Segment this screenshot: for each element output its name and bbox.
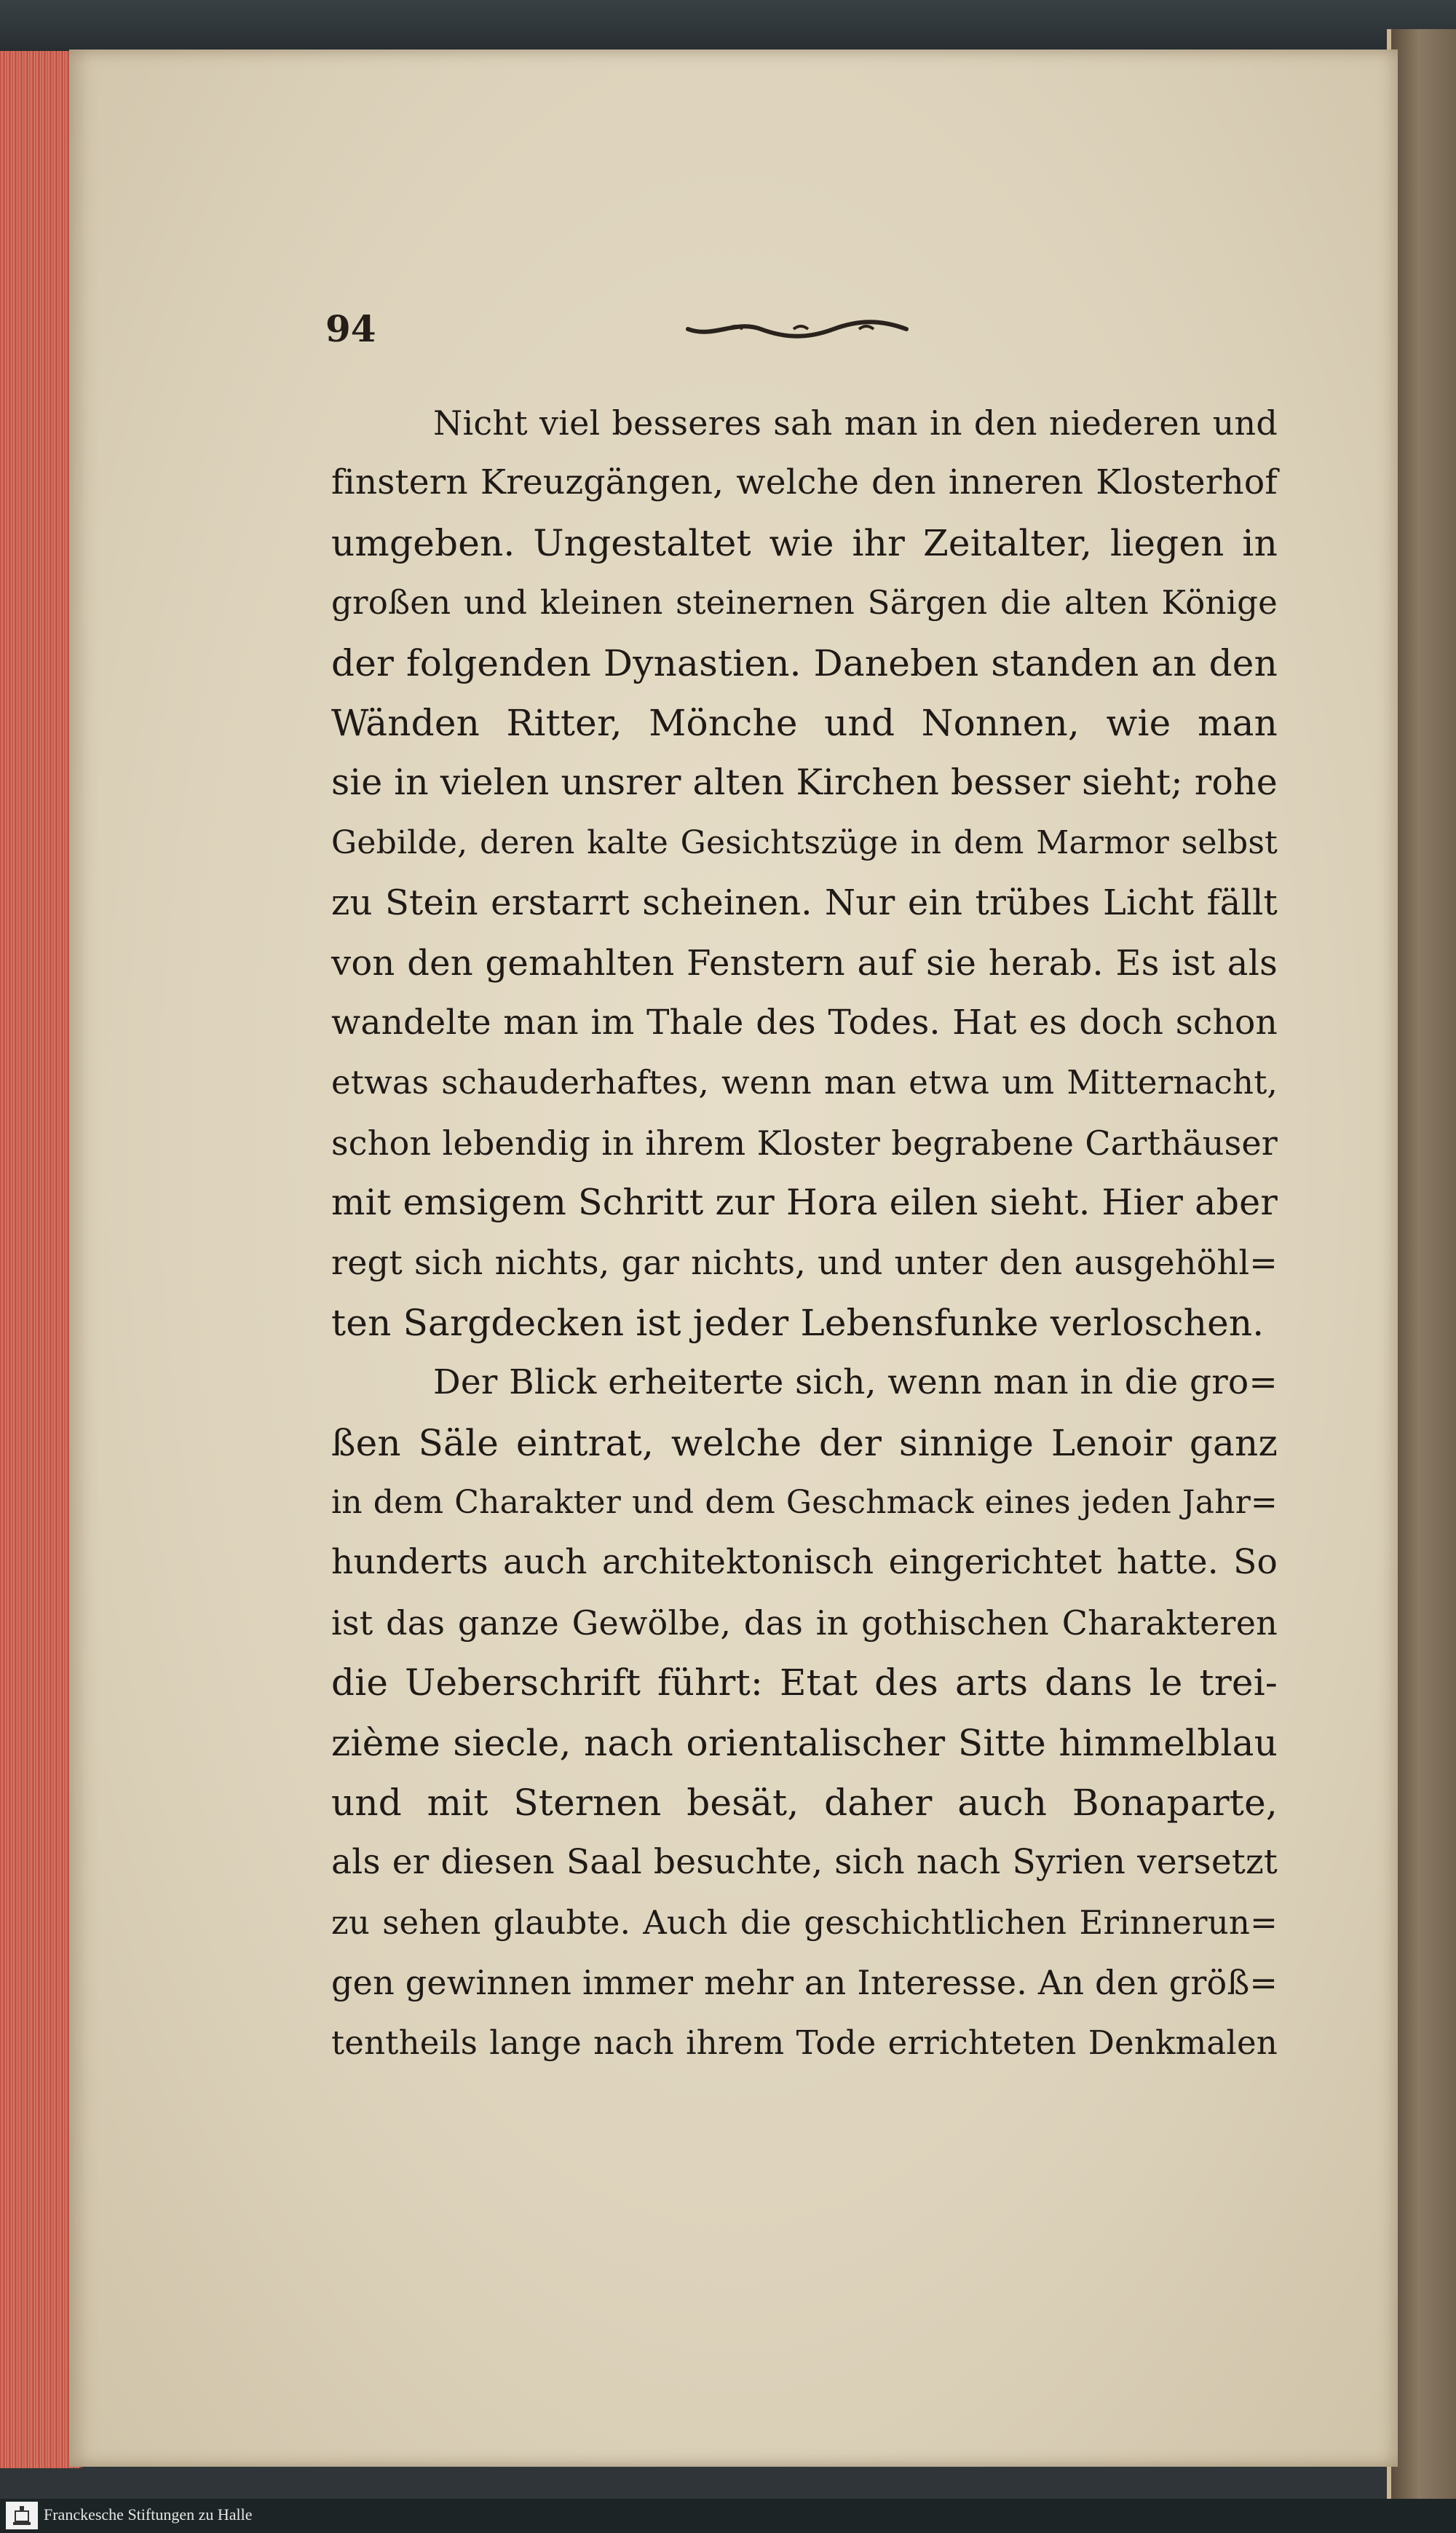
text-line: umgeben. Ungestaltet wie ihr Zeitalter, liegen in	[331, 521, 1278, 564]
page-number: 94	[325, 307, 376, 350]
text-line: finstern Kreuzgängen, welche den inneren Klosterhof	[331, 462, 1278, 503]
text-line: Gebilde, deren kalte Gesichtszüge in dem Marmor selbst	[331, 823, 1278, 861]
text-line: hunderts auch architektonisch eingerichtet hatte. So	[331, 1542, 1278, 1583]
text-line: ßen Säle eintrat, welche der sinnige Lenoir ganz	[331, 1421, 1278, 1464]
text-line: der folgenden Dynastien. Daneben standen an den	[331, 641, 1278, 684]
text-line: zu Stein erstarrt scheinen. Nur ein trübes Licht fällt	[331, 882, 1278, 924]
text-line: von den gemahlten Fenstern auf sie herab. Es ist als	[331, 942, 1278, 984]
text-line: tentheils lange nach ihrem Tode errichteten Denkmalen	[331, 2023, 1278, 2062]
text-line: in dem Charakter und dem Geschmack eines jeden Jahr=	[331, 1484, 1278, 1522]
text-line: gen gewinnen immer mehr an Interesse. An den größ=	[331, 1963, 1278, 2003]
text-line: sie in vielen unsrer alten Kirchen besser sieht; rohe	[331, 762, 1278, 804]
text-line: mit emsigem Schritt zur Hora eilen sieht. Hier aber	[331, 1182, 1278, 1224]
scan-background-top	[0, 0, 1456, 55]
body-text	[331, 393, 1278, 2073]
header-ornament	[684, 318, 910, 340]
text-line: ist das ganze Gewölbe, das in gothischen Charakteren	[331, 1603, 1278, 1643]
text-line: Wänden Ritter, Mönche und Nonnen, wie man	[331, 701, 1278, 744]
text-line: schon lebendig in ihrem Kloster begrabene Carthäuser	[331, 1123, 1278, 1163]
text-line: als er diesen Saal besuchte, sich nach Syrien versetzt	[331, 1842, 1278, 1883]
text-line: ten Sargdecken ist jeder Lebensfunke verloschen.	[331, 1301, 1265, 1344]
footer-credit: Franckesche Stiftungen zu Halle	[44, 2505, 253, 2524]
text-line: und mit Sternen besät, daher auch Bonaparte,	[331, 1781, 1278, 1824]
text-line: zième siecle, nach orientalischer Sitte himmelblau	[331, 1721, 1278, 1764]
text-line: regt sich nichts, gar nichts, und unter den ausgehöhl=	[331, 1243, 1278, 1283]
text-line: wandelte man im Thale des Todes. Hat es doch schon	[331, 1002, 1278, 1043]
text-line: Nicht viel besseres sah man in den niederen und	[433, 403, 1278, 443]
text-line: Der Blick erheiterte sich, wenn man in die gro=	[433, 1362, 1278, 1403]
text-line: großen und kleinen steinernen Särgen die alten Könige	[331, 583, 1278, 623]
institution-logo-icon	[6, 2502, 38, 2529]
text-line: die Ueberschrift führt: Etat des arts dans le trei-	[331, 1661, 1278, 1704]
text-line: zu sehen glaubte. Auch die geschichtlichen Erinnerun=	[331, 1902, 1278, 1942]
text-line: etwas schauderhaftes, wenn man etwa um Mitternacht,	[331, 1063, 1278, 1102]
